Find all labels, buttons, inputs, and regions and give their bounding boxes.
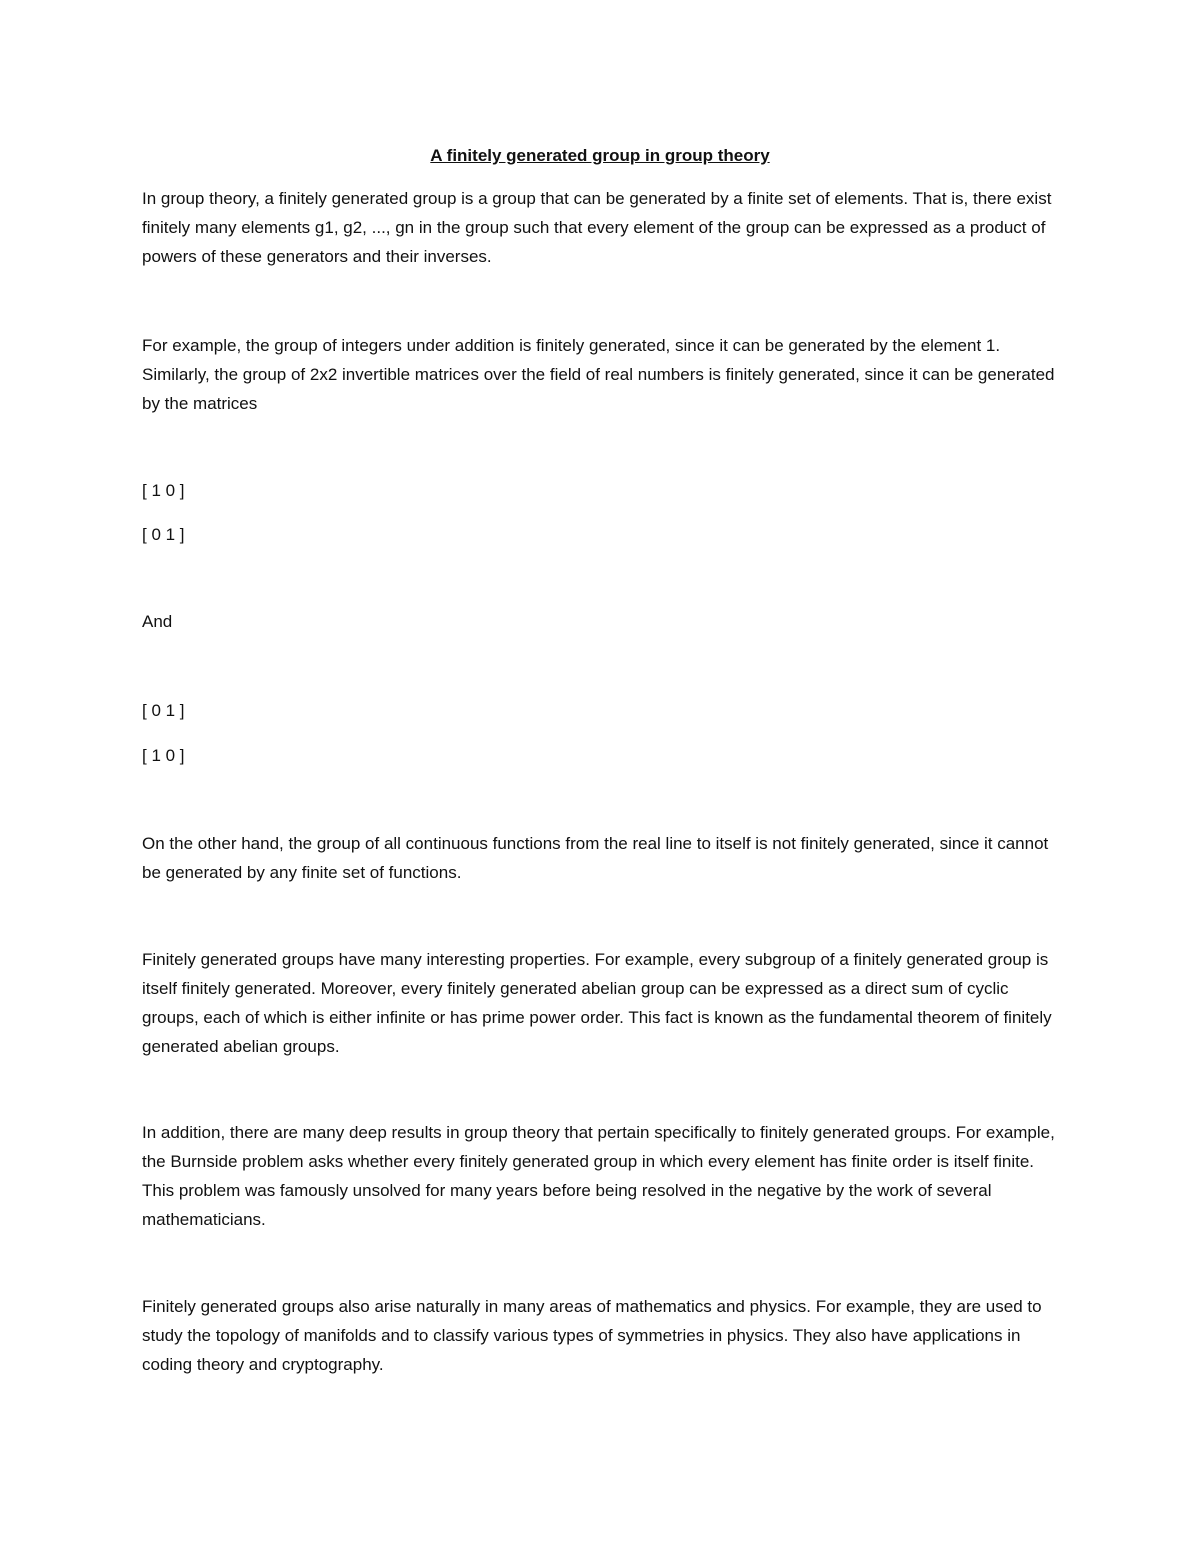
and-text: And xyxy=(142,612,173,631)
matrix1-row2: [ 0 1 ] xyxy=(142,525,185,544)
properties-paragraph: Finitely generated groups have many interesting properties. For example, every subgroup of a finitely generated group is itself finitely generated. Moreover, every finitely generated abelian group can be expressed as a direct sum of cyclic groups, each of which is either infinite or has prime power order. This fact is known as the fundamental theorem of finitely generated abelian groups. xyxy=(142,950,1052,1056)
intro-paragraph: In group theory, a finitely generated group is a group that can be generated by a finite set of elements. That is, there exist finitely many elements g1, g2, ..., gn in the group such that every element of the group can be expressed as a product of powers of these generators and their inverses. xyxy=(142,189,1052,266)
applications-paragraph: Finitely generated groups also arise naturally in many areas of mathematics and physics. For example, they are used to study the topology of manifolds and to classify various types of symmetries in physics. They also have applications in coding theory and cryptography. xyxy=(142,1297,1042,1374)
matrix2-row2: [ 1 0 ] xyxy=(142,746,185,765)
document-title: A finitely generated group in group theory xyxy=(430,146,770,165)
matrix1-row1: [ 1 0 ] xyxy=(142,481,185,500)
example-paragraph: For example, the group of integers under addition is finitely generated, since it can be generated by the element 1. Similarly, the group of 2x2 invertible matrices over the field of real numbers is finitely generated, since it can be generated by the matrices xyxy=(142,336,1055,413)
results-paragraph: In addition, there are many deep results in group theory that pertain specifically to finitely generated groups. For example, the Burnside problem asks whether every finitely generated group in which every element has finite order is itself finite. This problem was famously unsolved for many years before being resolved in the negative by the work of several mathematicians. xyxy=(142,1123,1055,1229)
counterexample-paragraph: On the other hand, the group of all continuous functions from the real line to itself is not finitely generated, since it cannot be generated by any finite set of functions. xyxy=(142,834,1049,882)
matrix2-row1: [ 0 1 ] xyxy=(142,701,185,720)
